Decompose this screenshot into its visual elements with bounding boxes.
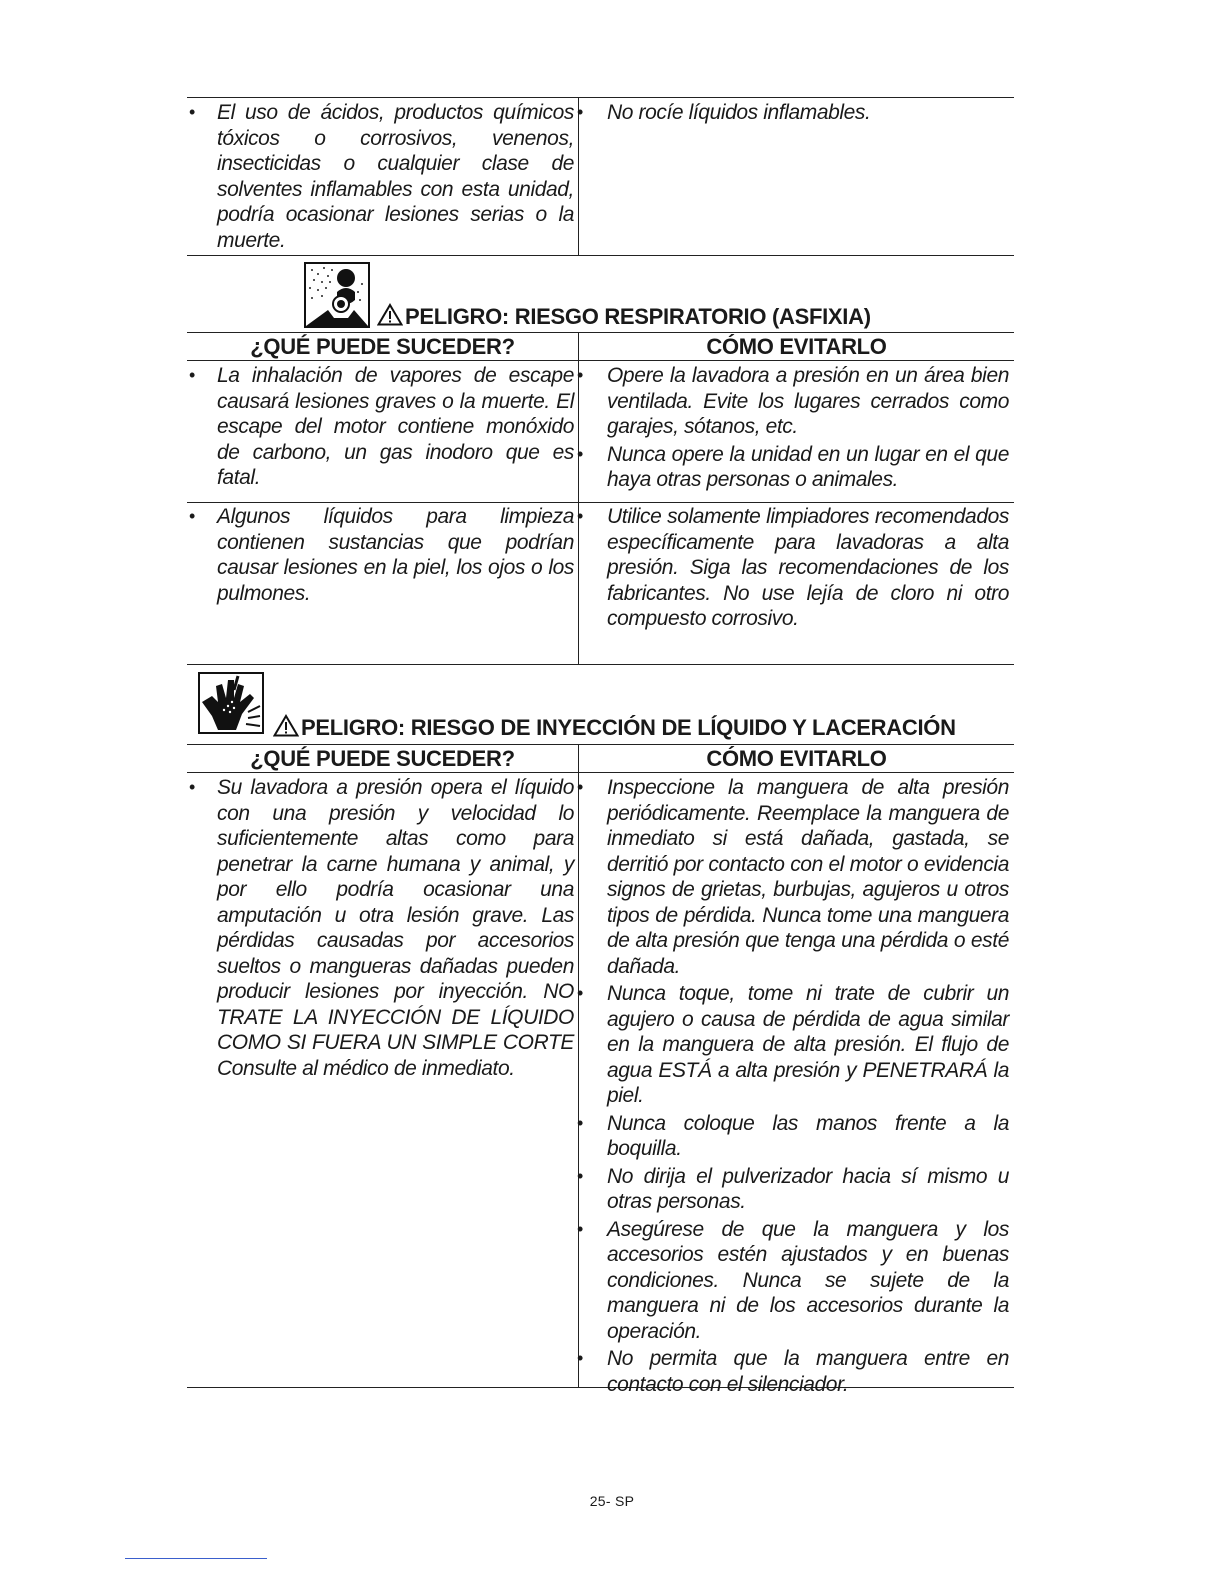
list-item: • Su lavadora a presión opera el líquido con una presión y velocidad lo suficientemente altas como para penetrar la carne humana y animal, y por ello podría ocasionar una amputación u otra lesión grave. Las pérdidas causadas por accesorios sueltos o mangueras dañadas pueden producir lesiones por inyección. NO TRATE LA INYECCIÓN DE LÍQUIDO COMO SI FUERA UN SIMPLE CORTE Consulte al médico de inmediato. [189, 776, 574, 1080]
respiratory-hazard-title: PELIGRO: RIESGO RESPIRATORIO (ASFIXIA) [405, 304, 871, 329]
list-item: • El uso de ácidos, productos químicos tóxicos o corrosivos, venenos, insecticidas o cualquier clase de solventes inflamables con esta unidad, podría ocasionar lesiones serias o la muerte. [189, 101, 574, 252]
column-header-left: ¿QUÉ PUEDE SUCEDER? [187, 745, 579, 772]
footer-divider [125, 1558, 267, 1559]
top-right-cell [579, 98, 1014, 255]
document-page [187, 97, 1014, 1396]
list-item: • Inspeccione la manguera de alta presión periódicamente. Reemplace la manguera de inmediato si está dañada, gastada, se derritió por contacto con el motor o evidencia signos de grietas, burbujas, agujeros u otros tipos de pérdida. Nunca tome una manguera de alta presión que tenga una pérdida o esté dañada. [577, 776, 1009, 978]
table-row [187, 773, 1014, 1396]
table-row [187, 361, 1014, 503]
warning-triangle-icon [273, 714, 299, 737]
list-item: • La inhalación de vapores de escape causará lesiones graves o la muerte. El escape del motor contiene monóxido de carbono, un gas inodoro que es fatal. [189, 364, 574, 489]
list-item: • No dirija el pulverizador hacia sí mismo u otras personas. [577, 1164, 1009, 1213]
injection-hazard-header [187, 665, 1014, 745]
column-header-right: CÓMO EVITARLO [706, 334, 887, 359]
list-item: • Nunca toque, tome ni trate de cubrir un agujero o causa de pérdida de agua similar en la manguera de alta presión. El flujo de agua ESTÁ a alta presión y PENETRARÁ la piel. [577, 982, 1009, 1107]
respiratory-hazard-icon [304, 262, 370, 328]
list-item: • Opere la lavadora a presión en un área bien ventilada. Evite los lugares cerrados como garajes, sótanos, etc. [577, 364, 1009, 438]
respiratory-hazard-header [187, 256, 1014, 333]
top-left-cell [187, 98, 579, 255]
list-item: • Nunca coloque las manos frente a la boquilla. [577, 1111, 1009, 1160]
list-item: • No permita que la manguera entre en contacto con el silenciador. [577, 1347, 1009, 1396]
list-item: • Asegúrese de que la manguera y los accesorios estén ajustados y en buenas condiciones. Nunca se sujete de la manguera ni de los accesorios durante la operación. [577, 1217, 1009, 1343]
injection-hazard-title: PELIGRO: RIESGO DE INYECCIÓN DE LÍQUIDO Y LACERACIÓN [301, 715, 956, 740]
column-header-left: ¿QUÉ PUEDE SUCEDER? [187, 333, 579, 360]
injection-column-headers [187, 745, 1014, 773]
list-item: • Nunca opere la unidad en un lugar en el que haya otras personas o animales. [577, 442, 1009, 491]
warning-triangle-icon [377, 303, 403, 326]
list-item: • No rocíe líquidos inflamables. [577, 101, 871, 124]
list-item: • Algunos líquidos para limpieza contienen sustancias que podrían causar lesiones en la piel, los ojos o los pulmones. [189, 505, 574, 605]
top-hazard-row [187, 97, 1014, 256]
table-row [187, 503, 1014, 665]
respiratory-column-headers [187, 333, 1014, 361]
column-header-right: CÓMO EVITARLO [706, 746, 887, 771]
page-number: 25- SP [589, 1493, 635, 1509]
list-item: • Utilice solamente limpiadores recomendados específicamente para lavadoras a alta presión. Siga las recomendaciones de los fabricantes. No use lejía de cloro ni otro compuesto corrosivo. [577, 505, 1009, 630]
fluid-injection-hazard-icon [198, 672, 264, 734]
